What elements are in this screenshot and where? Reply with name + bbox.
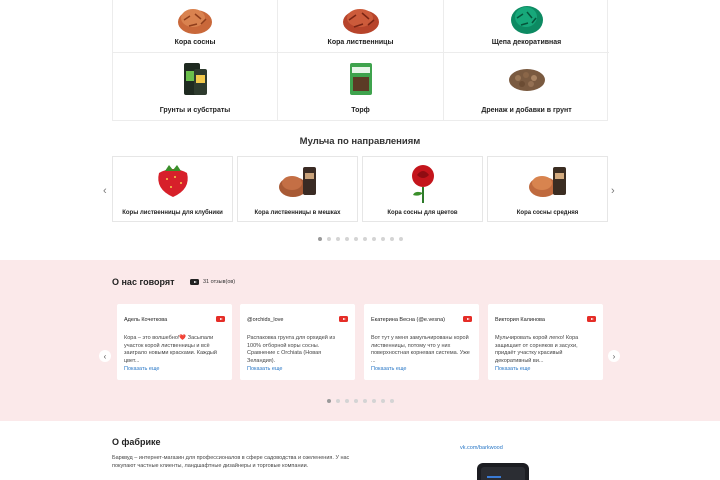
category-label: Торф	[351, 107, 370, 114]
youtube-play-icon[interactable]	[463, 316, 472, 322]
mulch-carousel	[112, 156, 608, 224]
review-author: Екатерина Весна (@e.vesna)	[371, 317, 446, 323]
category-label: Кора лиственницы	[327, 39, 394, 46]
pagination-dot[interactable]	[354, 399, 358, 403]
pagination-dot[interactable]	[345, 399, 349, 403]
category-label: Грунты и субстраты	[159, 107, 231, 114]
decorative-chips-icon	[507, 0, 547, 36]
pine-bark-icon	[175, 0, 215, 36]
pagination-dot[interactable]	[390, 399, 394, 403]
category-label: Щепа декоративная	[491, 39, 562, 46]
youtube-play-icon[interactable]	[216, 316, 225, 322]
mulch-card-bark-bags[interactable]	[237, 156, 358, 222]
pagination-dot[interactable]	[363, 399, 367, 403]
category-soils[interactable]	[113, 53, 278, 120]
pagination-dot[interactable]	[327, 399, 331, 403]
mulch-prev-arrow[interactable]: ‹	[103, 185, 107, 197]
pagination-dot[interactable]	[336, 237, 340, 241]
pagination-dot[interactable]	[336, 399, 340, 403]
rose-icon	[405, 163, 441, 203]
category-larch-bark[interactable]	[278, 0, 444, 53]
factory-title: О фабрике	[112, 437, 161, 447]
pagination-dot[interactable]	[399, 237, 403, 241]
phone-screen-bar	[487, 476, 501, 478]
youtube-play-icon[interactable]	[339, 316, 348, 322]
pagination-dot[interactable]	[318, 237, 322, 241]
mulch-card-label: Кора лиственницы в мешках	[254, 210, 341, 216]
review-show-more-link[interactable]: Показать еще	[247, 366, 283, 372]
mulch-card-label: Коры лиственницы для клубники	[122, 210, 223, 216]
mulch-card-strawberry[interactable]	[112, 156, 233, 222]
review-text: Кора – это волшебно!❤️ Засыпали участок корой лиственницы и всё заиграло новыми красками. Каждый цвет...	[124, 335, 217, 364]
category-label: Кора сосны	[174, 39, 216, 46]
review-text: Вот тут у меня замульчированы корой лиственницы, потому что у них поверхностная корневая система. Уже ...	[371, 335, 470, 364]
pagination-dot[interactable]	[372, 237, 376, 241]
review-card[interactable]	[117, 304, 232, 380]
review-show-more-link[interactable]: Показать еще	[495, 366, 531, 372]
bark-in-bag-icon	[277, 163, 319, 199]
category-pine-bark[interactable]	[113, 0, 278, 53]
vk-link[interactable]: vk.com/barkwood	[460, 445, 503, 451]
review-show-more-link[interactable]: Показать еще	[124, 366, 160, 372]
review-card[interactable]	[364, 304, 479, 380]
reviews-count[interactable]	[190, 279, 235, 285]
youtube-icon	[190, 279, 199, 285]
factory-description: Барквуд – интернет-магазин для профессионалов в сфере садоводства и озеленения. У нас покупают частные клиенты, ландшафтные дизайнеры и торговые компании.	[112, 455, 350, 469]
pagination-dot[interactable]	[354, 237, 358, 241]
review-author: Адель Кочеткова	[124, 317, 168, 323]
mulch-card-label: Кора сосны средняя	[516, 210, 579, 216]
phone-mockup-image	[477, 463, 529, 480]
category-drainage[interactable]	[444, 53, 609, 120]
drainage-icon	[506, 65, 548, 93]
category-label: Дренаж и добавки в грунт	[481, 107, 572, 114]
reviews-count-text: 31 отзыв(ов)	[203, 279, 236, 285]
pagination-dot[interactable]	[390, 237, 394, 241]
mulch-pagination	[0, 237, 720, 241]
category-grid	[112, 0, 608, 121]
review-card[interactable]	[240, 304, 355, 380]
mulch-card-flowers[interactable]	[362, 156, 483, 222]
review-author: Виктория Калинова	[495, 317, 545, 323]
pagination-dot[interactable]	[372, 399, 376, 403]
reviews-section	[0, 260, 720, 421]
peat-bag-icon	[348, 61, 374, 97]
review-card[interactable]	[488, 304, 603, 380]
larch-bark-icon	[340, 0, 382, 36]
pagination-dot[interactable]	[381, 237, 385, 241]
medium-pine-bark-icon	[527, 163, 569, 199]
reviews-title: О нас говорят	[112, 277, 175, 287]
category-peat[interactable]	[278, 53, 444, 120]
strawberry-icon	[151, 163, 195, 199]
reviews-prev-arrow[interactable]: ‹	[99, 350, 111, 362]
youtube-play-icon[interactable]	[587, 316, 596, 322]
reviews-pagination	[0, 399, 720, 403]
review-show-more-link[interactable]: Показать еще	[371, 366, 407, 372]
pagination-dot[interactable]	[381, 399, 385, 403]
pagination-dot[interactable]	[363, 237, 367, 241]
mulch-next-arrow[interactable]: ›	[611, 185, 615, 197]
mulch-section-title: Мульча по направлениям	[299, 136, 421, 147]
pagination-dot[interactable]	[345, 237, 349, 241]
review-text: Распаковка грунта для орхидей из 100% отборной коры сосны. Сравнение с Orchiata (Новая Зеландия).	[247, 335, 335, 364]
reviews-next-arrow[interactable]: ›	[608, 350, 620, 362]
mulch-card-label: Кора сосны для цветов	[387, 210, 458, 216]
review-text: Мульчировать корой легко! Кора защищает от сорняков и засухи, придаёт участку красивый декоративный ви...	[495, 335, 579, 364]
mulch-card-medium-pine[interactable]	[487, 156, 608, 222]
pagination-dot[interactable]	[327, 237, 331, 241]
review-author: @orchids_love	[247, 317, 284, 323]
phone-screen	[481, 467, 525, 480]
soil-bags-icon	[180, 61, 210, 97]
category-decorative-chips[interactable]	[444, 0, 609, 53]
